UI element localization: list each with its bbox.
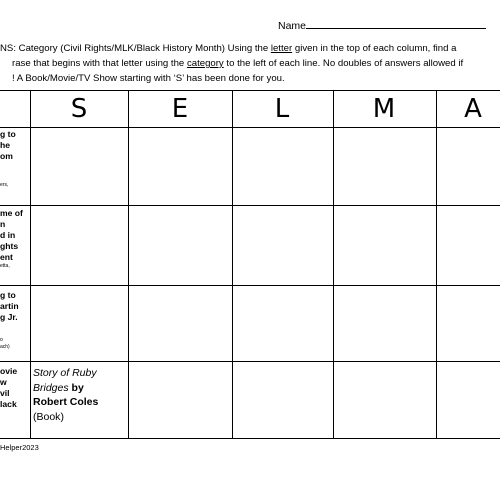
grid-line	[436, 90, 437, 438]
example-title-line-1: Story of Ruby	[33, 367, 97, 379]
row-label-4: ovie w vil lack	[0, 366, 18, 409]
grid-line	[0, 361, 500, 362]
grid-line	[0, 438, 500, 439]
footer-credit: Helper2023	[0, 443, 39, 452]
column-letter-a: A	[464, 94, 482, 124]
row-label-3: g to artin g Jr. o ach)	[0, 290, 19, 350]
name-label: Name	[278, 20, 307, 32]
instructions-line-2: rase that begins with that letter using the category to the left of each line. No doubles of answers allowed if	[12, 58, 464, 69]
example-answer	[33, 366, 125, 424]
example-title-line-2: Bridges by	[33, 381, 84, 394]
column-letter-s: S	[70, 94, 88, 124]
grid-line	[0, 285, 500, 286]
instructions-line-1: NS: Category (Civil Rights/MLK/Black History Month) Using the letter given in the top of each column, find a	[0, 43, 457, 54]
grid-line	[232, 90, 233, 438]
row-label-1: g to he om ers,	[0, 129, 16, 188]
grid-line	[0, 205, 500, 206]
letter-keyword: letter	[270, 43, 293, 54]
column-letter-m: M	[372, 94, 396, 124]
example-type: (Book)	[33, 410, 64, 423]
grid-line	[30, 90, 31, 438]
grid-line	[0, 127, 500, 128]
example-author: Robert Coles	[33, 396, 99, 408]
instructions-line-3: ! A Book/Movie/TV Show starting with ‘S’ has been done for you.	[12, 73, 285, 84]
grid-line	[333, 90, 334, 438]
row-label-2: me of n d in ghts ent etta,	[0, 208, 23, 269]
column-letter-l: L	[274, 94, 290, 124]
grid-line	[128, 90, 129, 438]
column-letter-e: E	[171, 94, 189, 124]
category-keyword: category	[186, 58, 224, 69]
